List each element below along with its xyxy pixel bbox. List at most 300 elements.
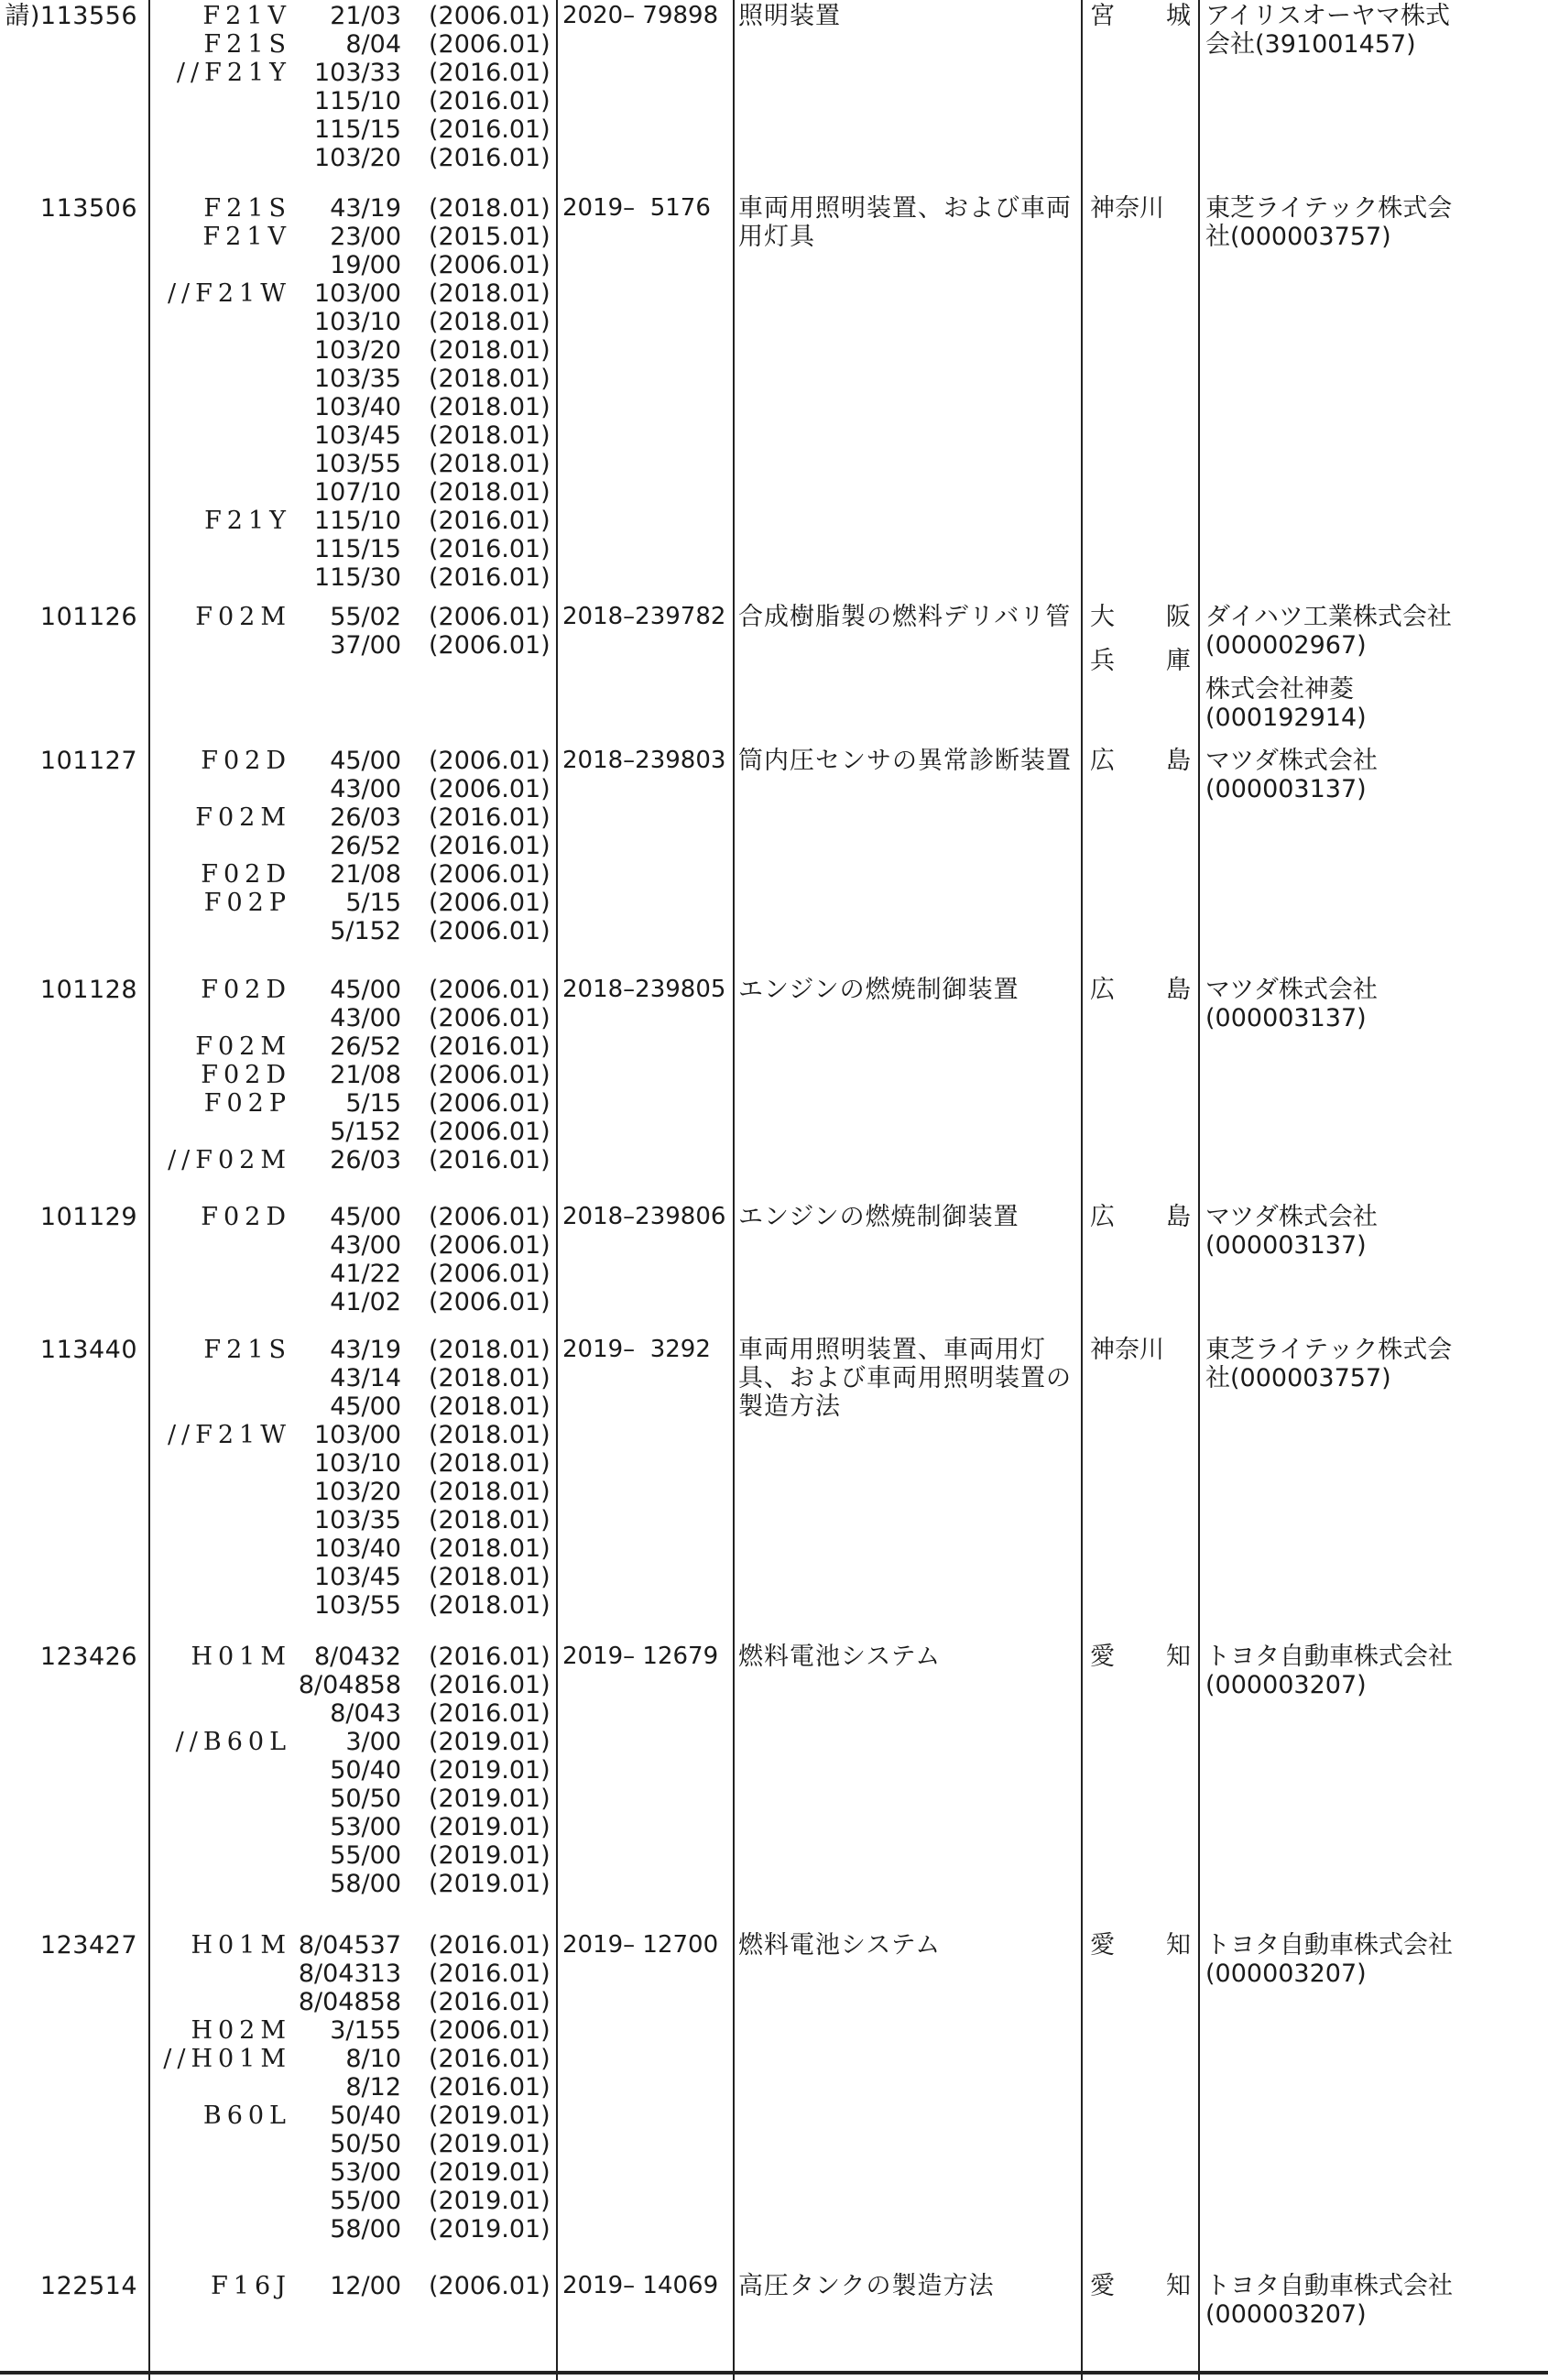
classification-row <box>154 1756 555 1785</box>
classification-version: (2018.01) <box>429 1534 551 1563</box>
classification-row <box>154 2130 555 2158</box>
classification-main: F21S <box>203 30 291 59</box>
classification-row <box>154 59 555 87</box>
classification-subgroup: 12/00 <box>330 2272 401 2300</box>
prefecture-list <box>1090 2272 1191 2300</box>
classification-version: (2006.01) <box>429 1260 551 1288</box>
classification-subgroup: 53/00 <box>330 1813 401 1841</box>
invention-title: エンジンの燃焼制御装置 <box>738 1203 1019 1231</box>
column-divider-1 <box>148 0 150 2380</box>
classification-subgroup: 50/40 <box>330 2102 401 2130</box>
prefecture <box>1090 1643 1191 1671</box>
prefecture-char: 広 <box>1090 1203 1115 1231</box>
classification-subgroup: 41/02 <box>330 1288 401 1316</box>
classification-main: //F21Y <box>176 59 291 87</box>
classification-subgroup: 53/00 <box>330 2158 401 2187</box>
applicant-line: アイリスオーヤマ株式 <box>1205 2 1451 30</box>
classification-subgroup: 103/20 <box>314 1478 401 1506</box>
classification-version: (2016.01) <box>429 535 551 563</box>
prefecture-char: 神奈川 <box>1090 1336 1164 1364</box>
application-number: 2019– 14069 <box>562 2272 719 2299</box>
classification-version: (2016.01) <box>429 1643 551 1671</box>
classification-subgroup: 55/00 <box>330 2187 401 2215</box>
record-number: 113506 <box>39 194 137 223</box>
applicant-line: (000003137) <box>1205 1004 1367 1032</box>
classification-version: (2006.01) <box>429 30 551 59</box>
classification-version: (2016.01) <box>429 2045 551 2073</box>
record-number: 123427 <box>39 1931 137 1960</box>
classification-list <box>154 194 555 592</box>
classification-row <box>154 747 555 775</box>
classification-row <box>154 1506 555 1534</box>
classification-subgroup: 50/40 <box>330 1756 401 1785</box>
column-divider-3 <box>733 0 735 2380</box>
classification-main: //B60L <box>175 1728 291 1756</box>
classification-version: (2019.01) <box>429 1728 551 1756</box>
classification-subgroup: 55/02 <box>330 603 401 631</box>
classification-version: (2018.01) <box>429 450 551 478</box>
classification-list <box>154 2 555 172</box>
prefecture-char: 知 <box>1166 1643 1191 1671</box>
classification-row <box>154 1004 555 1032</box>
prefecture-list <box>1090 194 1191 223</box>
classification-row <box>154 2073 555 2102</box>
classification-subgroup: 8/04313 <box>298 1960 401 1988</box>
classification-version: (2016.01) <box>429 144 551 172</box>
classification-subgroup: 8/12 <box>345 2073 401 2102</box>
prefecture-list <box>1090 603 1191 675</box>
classification-subgroup: 21/03 <box>330 2 401 30</box>
application-number: 2019– 5176 <box>562 194 711 222</box>
classification-subgroup: 23/00 <box>330 223 401 251</box>
classification-main: B60L <box>202 2102 291 2130</box>
classification-row <box>154 1146 555 1174</box>
classification-subgroup: 8/04537 <box>298 1931 401 1960</box>
bottom-rule <box>0 2371 1548 2375</box>
prefecture-char: 広 <box>1090 976 1115 1004</box>
prefecture <box>1090 194 1191 223</box>
application-number: 2018–239782 <box>562 603 726 630</box>
classification-subgroup: 8/04858 <box>298 1671 401 1699</box>
classification-row <box>154 2158 555 2187</box>
classification-version: (2016.01) <box>429 1988 551 2016</box>
classification-row <box>154 1563 555 1591</box>
classification-main: F02D <box>201 1203 291 1231</box>
classification-subgroup: 103/35 <box>314 1506 401 1534</box>
classification-row <box>154 1643 555 1671</box>
classification-subgroup: 21/08 <box>330 860 401 889</box>
classification-row <box>154 1231 555 1260</box>
application-number: 2018–239803 <box>562 747 726 774</box>
classification-row <box>154 194 555 223</box>
classification-subgroup: 19/00 <box>330 251 401 279</box>
classification-subgroup: 115/15 <box>314 115 401 144</box>
classification-row <box>154 1591 555 1620</box>
applicant-line: 東芝ライテック株式会 <box>1205 1336 1453 1364</box>
classification-version: (2006.01) <box>429 775 551 803</box>
classification-version: (2018.01) <box>429 1591 551 1620</box>
classification-subgroup: 8/04 <box>345 30 401 59</box>
applicant-list <box>1205 603 1544 732</box>
applicant-list <box>1205 1203 1544 1260</box>
classification-version: (2019.01) <box>429 2215 551 2244</box>
prefecture-char: 愛 <box>1090 1931 1115 1960</box>
classification-version: (2006.01) <box>429 603 551 631</box>
classification-main: H01M <box>191 1643 291 1671</box>
applicant-line: (000003207) <box>1205 1671 1367 1699</box>
classification-row <box>154 1336 555 1364</box>
classification-row <box>154 1449 555 1478</box>
classification-version: (2006.01) <box>429 860 551 889</box>
classification-main: F21S <box>203 194 291 223</box>
classification-version: (2016.01) <box>429 1032 551 1061</box>
applicant-line: トヨタ自動車株式会社 <box>1205 2272 1453 2300</box>
classification-row <box>154 223 555 251</box>
classification-subgroup: 43/00 <box>330 1231 401 1260</box>
classification-row <box>154 1260 555 1288</box>
classification-subgroup: 26/52 <box>330 1032 401 1061</box>
classification-main: F02D <box>201 976 291 1004</box>
prefecture-char: 愛 <box>1090 1643 1115 1671</box>
record-number: 101127 <box>39 747 137 775</box>
classification-main: F21S <box>203 1336 291 1364</box>
classification-subgroup: 45/00 <box>330 976 401 1004</box>
classification-list <box>154 2272 555 2300</box>
classification-version: (2018.01) <box>429 336 551 365</box>
classification-subgroup: 103/10 <box>314 308 401 336</box>
prefecture-char: 兵 <box>1090 647 1115 675</box>
column-divider-5 <box>1198 0 1200 2380</box>
classification-main: //F21W <box>167 1421 291 1449</box>
applicant-line: 会社(391001457) <box>1205 30 1416 59</box>
classification-version: (2018.01) <box>429 421 551 450</box>
classification-row <box>154 421 555 450</box>
application-number: 2018–239805 <box>562 976 726 1003</box>
classification-list <box>154 603 555 660</box>
prefecture <box>1090 976 1191 1004</box>
classification-subgroup: 3/155 <box>330 2016 401 2045</box>
classification-row <box>154 1061 555 1089</box>
classification-row <box>154 1392 555 1421</box>
record-number: 123426 <box>39 1643 137 1671</box>
column-divider-4 <box>1081 0 1083 2380</box>
classification-version: (2006.01) <box>429 1061 551 1089</box>
classification-version: (2006.01) <box>429 1118 551 1146</box>
application-number: 2019– 3292 <box>562 1336 711 1363</box>
invention-title: 燃料電池システム <box>738 1643 942 1671</box>
applicant-list <box>1205 1643 1544 1699</box>
classification-version: (2016.01) <box>429 87 551 115</box>
classification-main: F21V <box>202 2 291 30</box>
classification-row <box>154 1118 555 1146</box>
classification-version: (2018.01) <box>429 279 551 308</box>
applicant-line: マツダ株式会社 <box>1205 1203 1378 1231</box>
prefecture-char: 阪 <box>1166 603 1191 631</box>
classification-version: (2018.01) <box>429 194 551 223</box>
classification-version: (2016.01) <box>429 1960 551 1988</box>
classification-subgroup: 115/10 <box>314 87 401 115</box>
classification-main: F02D <box>201 860 291 889</box>
classification-subgroup: 103/55 <box>314 450 401 478</box>
classification-version: (2019.01) <box>429 2130 551 2158</box>
classification-version: (2006.01) <box>429 1288 551 1316</box>
prefecture-list <box>1090 747 1191 775</box>
classification-version: (2006.01) <box>429 889 551 917</box>
classification-version: (2016.01) <box>429 59 551 87</box>
applicant-line: (000003207) <box>1205 2300 1367 2329</box>
classification-version: (2018.01) <box>429 1392 551 1421</box>
classification-subgroup: 8/043 <box>330 1699 401 1728</box>
classification-row <box>154 917 555 945</box>
classification-row <box>154 115 555 144</box>
classification-subgroup: 103/20 <box>314 336 401 365</box>
classification-main: F02D <box>201 1061 291 1089</box>
prefecture-list <box>1090 1643 1191 1671</box>
classification-row <box>154 1813 555 1841</box>
classification-subgroup: 107/10 <box>314 478 401 507</box>
classification-version: (2019.01) <box>429 2102 551 2130</box>
column-divider-2 <box>556 0 558 2380</box>
applicant-list <box>1205 2 1544 59</box>
classification-subgroup: 43/19 <box>330 1336 401 1364</box>
classification-row <box>154 2045 555 2073</box>
prefecture <box>1090 1203 1191 1231</box>
classification-subgroup: 45/00 <box>330 1203 401 1231</box>
classification-row <box>154 1288 555 1316</box>
applicant-list <box>1205 1336 1544 1392</box>
classification-main: //F02M <box>168 1146 291 1174</box>
classification-version: (2018.01) <box>429 1506 551 1534</box>
classification-row <box>154 1699 555 1728</box>
classification-version: (2006.01) <box>429 1089 551 1118</box>
classification-version: (2016.01) <box>429 2073 551 2102</box>
prefecture-char: 宮 <box>1090 2 1115 30</box>
record-number: 113440 <box>39 1336 137 1364</box>
prefecture-char: 愛 <box>1090 2272 1115 2300</box>
classification-list <box>154 1203 555 1316</box>
classification-main: F02P <box>203 889 291 917</box>
invention-title: 合成樹脂製の燃料デリバリ管 <box>738 603 1072 631</box>
record-number: 122514 <box>39 2272 137 2300</box>
classification-subgroup: 115/30 <box>314 563 401 592</box>
classification-version: (2016.01) <box>429 115 551 144</box>
prefecture <box>1090 2 1191 30</box>
applicant-list <box>1205 747 1544 803</box>
record-number: 請)113556 <box>5 2 137 30</box>
classification-version: (2019.01) <box>429 1841 551 1870</box>
applicant-line: (000003137) <box>1205 775 1367 803</box>
classification-row <box>154 1960 555 1988</box>
applicant-line: トヨタ自動車株式会社 <box>1205 1931 1453 1960</box>
classification-row <box>154 1364 555 1392</box>
classification-row <box>154 2 555 30</box>
prefecture <box>1090 747 1191 775</box>
classification-row <box>154 450 555 478</box>
classification-version: (2016.01) <box>429 803 551 832</box>
classification-row <box>154 2272 555 2300</box>
classification-row <box>154 1089 555 1118</box>
classification-list <box>154 1931 555 2244</box>
classification-list <box>154 747 555 945</box>
classification-main: H01M <box>191 1931 291 1960</box>
applicant-line: (000002967) <box>1205 631 1367 660</box>
applicant-list <box>1205 1931 1544 1988</box>
classification-row <box>154 860 555 889</box>
classification-subgroup: 3/00 <box>345 1728 401 1756</box>
classification-row <box>154 507 555 535</box>
applicant-line: ダイハツ工業株式会社 <box>1205 603 1452 631</box>
application-number: 2019– 12700 <box>562 1931 719 1959</box>
classification-row <box>154 603 555 631</box>
classification-subgroup: 50/50 <box>330 2130 401 2158</box>
classification-row <box>154 1870 555 1898</box>
applicant-line: マツダ株式会社 <box>1205 747 1378 775</box>
applicant-list <box>1205 2272 1544 2329</box>
applicant-line: 社(000003757) <box>1205 223 1391 251</box>
applicant-line: (000192914) <box>1205 704 1367 732</box>
classification-version: (2006.01) <box>429 1203 551 1231</box>
classification-row <box>154 1421 555 1449</box>
classification-row <box>154 365 555 393</box>
classification-subgroup: 103/45 <box>314 1563 401 1591</box>
classification-version: (2006.01) <box>429 1004 551 1032</box>
classification-version: (2019.01) <box>429 2187 551 2215</box>
classification-row <box>154 1728 555 1756</box>
classification-version: (2018.01) <box>429 478 551 507</box>
prefecture-list <box>1090 976 1191 1004</box>
prefecture-list <box>1090 1203 1191 1231</box>
classification-version: (2016.01) <box>429 563 551 592</box>
prefecture-char: 庫 <box>1166 647 1191 675</box>
classification-row <box>154 563 555 592</box>
classification-main: F16J <box>211 2272 291 2300</box>
application-number: 2019– 12679 <box>562 1643 719 1670</box>
invention-title: 車両用照明装置、車両用灯具、および車両用照明装置の製造方法 <box>738 1336 1072 1421</box>
prefecture-char: 広 <box>1090 747 1115 775</box>
classification-subgroup: 103/55 <box>314 1591 401 1620</box>
classification-version: (2019.01) <box>429 1785 551 1813</box>
classification-version: (2018.01) <box>429 1563 551 1591</box>
classification-list <box>154 1643 555 1898</box>
classification-row <box>154 832 555 860</box>
classification-row <box>154 1478 555 1506</box>
prefecture <box>1090 2272 1191 2300</box>
classification-version: (2006.01) <box>429 976 551 1004</box>
classification-row <box>154 775 555 803</box>
classification-subgroup: 37/00 <box>330 631 401 660</box>
applicant-line: マツダ株式会社 <box>1205 976 1378 1004</box>
classification-subgroup: 26/52 <box>330 832 401 860</box>
classification-row <box>154 976 555 1004</box>
classification-row <box>154 2215 555 2244</box>
classification-main: //H01M <box>163 2045 291 2073</box>
classification-subgroup: 103/10 <box>314 1449 401 1478</box>
classification-subgroup: 5/152 <box>330 1118 401 1146</box>
classification-subgroup: 45/00 <box>330 1392 401 1421</box>
classification-version: (2018.01) <box>429 1364 551 1392</box>
classification-subgroup: 5/15 <box>345 1089 401 1118</box>
classification-row <box>154 1534 555 1563</box>
applicant-line: トヨタ自動車株式会社 <box>1205 1643 1453 1671</box>
classification-version: (2019.01) <box>429 1813 551 1841</box>
application-number: 2020– 79898 <box>562 2 719 29</box>
classification-version: (2006.01) <box>429 2272 551 2300</box>
classification-version: (2016.01) <box>429 1699 551 1728</box>
applicant-line: (000003207) <box>1205 1960 1367 1988</box>
classification-subgroup: 58/00 <box>330 1870 401 1898</box>
prefecture-char: 城 <box>1166 2 1191 30</box>
prefecture <box>1090 647 1191 675</box>
classification-subgroup: 5/15 <box>345 889 401 917</box>
classification-row <box>154 144 555 172</box>
classification-main: F21Y <box>204 507 291 535</box>
prefecture-list <box>1090 2 1191 30</box>
classification-row <box>154 2187 555 2215</box>
classification-version: (2019.01) <box>429 2158 551 2187</box>
prefecture <box>1090 1931 1191 1960</box>
classification-list <box>154 1336 555 1620</box>
classification-subgroup: 103/20 <box>314 144 401 172</box>
prefecture-list <box>1090 1336 1191 1364</box>
classification-version: (2006.01) <box>429 631 551 660</box>
prefecture-char: 島 <box>1166 976 1191 1004</box>
classification-row <box>154 308 555 336</box>
prefecture <box>1090 1336 1191 1364</box>
classification-row <box>154 251 555 279</box>
classification-row <box>154 2016 555 2045</box>
invention-title: 筒内圧センサの異常診断装置 <box>738 747 1072 775</box>
invention-title: 高圧タンクの製造方法 <box>738 2272 995 2300</box>
classification-subgroup: 21/08 <box>330 1061 401 1089</box>
classification-subgroup: 26/03 <box>330 803 401 832</box>
classification-version: (2019.01) <box>429 1870 551 1898</box>
record-number: 101128 <box>39 976 137 1004</box>
classification-main: F21V <box>202 223 291 251</box>
classification-row <box>154 1203 555 1231</box>
classification-subgroup: 115/10 <box>314 507 401 535</box>
classification-version: (2015.01) <box>429 223 551 251</box>
classification-row <box>154 87 555 115</box>
applicant-list <box>1205 194 1544 251</box>
classification-row <box>154 1785 555 1813</box>
classification-subgroup: 8/10 <box>345 2045 401 2073</box>
classification-subgroup: 43/14 <box>330 1364 401 1392</box>
classification-row <box>154 1841 555 1870</box>
classification-subgroup: 50/50 <box>330 1785 401 1813</box>
classification-version: (2016.01) <box>429 1931 551 1960</box>
classification-subgroup: 8/04858 <box>298 1988 401 2016</box>
classification-subgroup: 115/15 <box>314 535 401 563</box>
classification-subgroup: 41/22 <box>330 1260 401 1288</box>
classification-subgroup: 43/19 <box>330 194 401 223</box>
classification-row <box>154 393 555 421</box>
applicant-line: (000003137) <box>1205 1231 1367 1260</box>
prefecture-char: 島 <box>1166 1203 1191 1231</box>
classification-version: (2016.01) <box>429 1671 551 1699</box>
classification-row <box>154 1988 555 2016</box>
classification-subgroup: 43/00 <box>330 775 401 803</box>
invention-title: 車両用照明装置、および車両用灯具 <box>738 194 1072 251</box>
classification-subgroup: 43/00 <box>330 1004 401 1032</box>
classification-subgroup: 103/40 <box>314 1534 401 1563</box>
classification-version: (2006.01) <box>429 1231 551 1260</box>
prefecture-char: 知 <box>1166 2272 1191 2300</box>
classification-subgroup: 103/33 <box>314 59 401 87</box>
classification-version: (2018.01) <box>429 393 551 421</box>
classification-version: (2018.01) <box>429 1449 551 1478</box>
prefecture-char: 大 <box>1090 603 1115 631</box>
classification-subgroup: 103/00 <box>314 279 401 308</box>
